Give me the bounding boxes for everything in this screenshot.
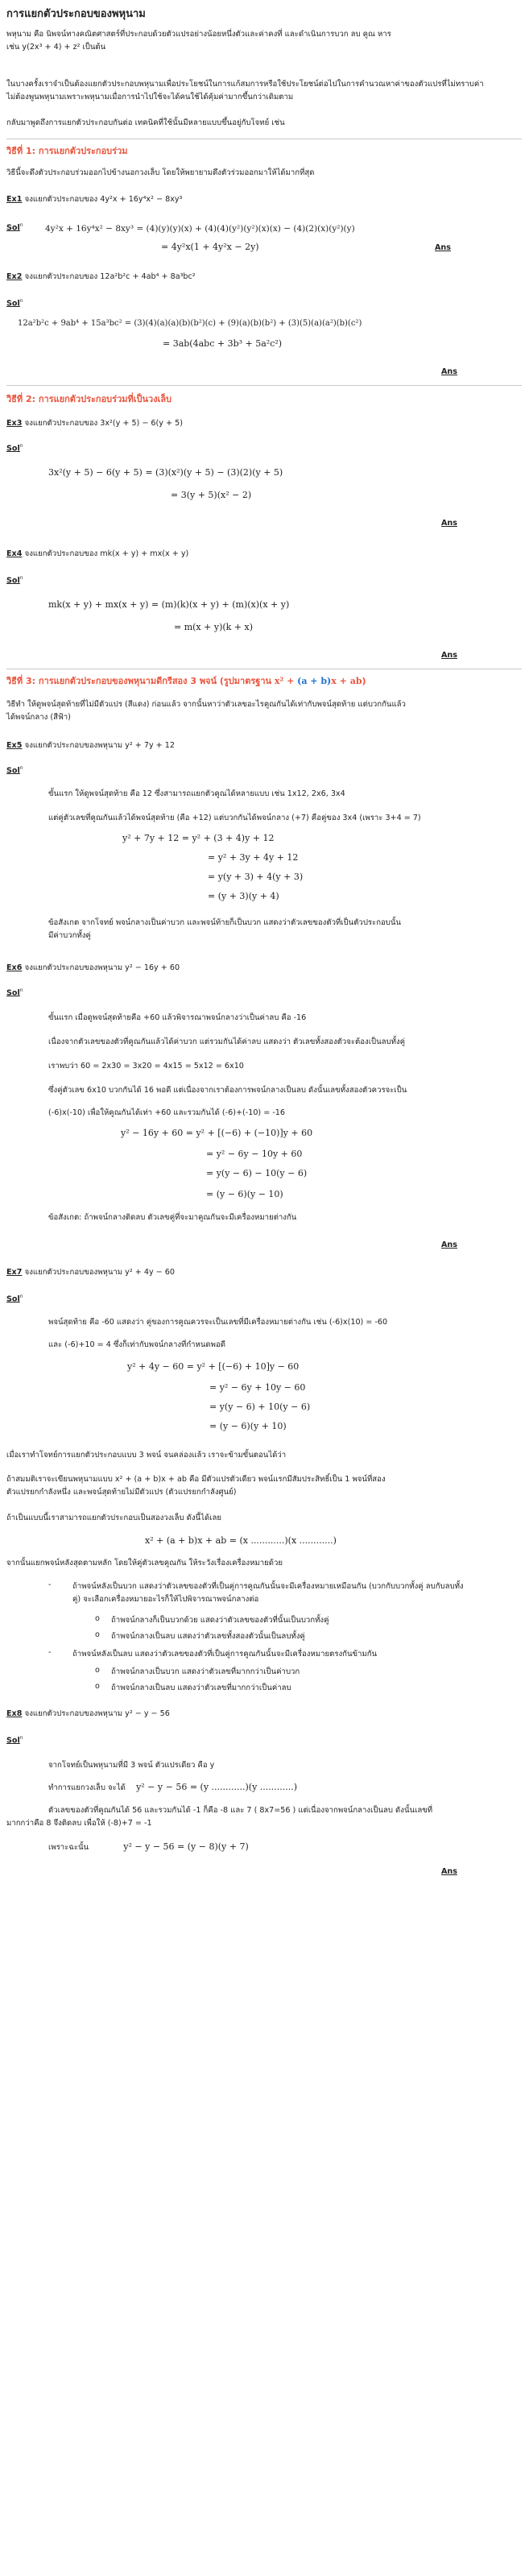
answer-label: Ans — [441, 367, 457, 376]
sub-bullet-marker: o — [95, 1682, 100, 1691]
method-3-formula-last: ab — [349, 676, 362, 686]
solution-superscript: n — [19, 575, 23, 581]
example-6-prompt: จงแยกตัวประกอบของพหุนาม y² − 16y + 60 — [24, 963, 180, 972]
example-7-line-4: = (y − 6)(y + 10) — [209, 1421, 287, 1431]
example-6-line-1: y² − 16y + 60 = y² + [(−6) + (−10)]y + 60 — [121, 1128, 313, 1138]
method-3-suffix: ) — [362, 676, 366, 686]
example-8-step-3: ตัวเลขของตัวที่คูณกันได้ 56 และรวมกันได้ -1 ก็คือ -8 และ 7 ( 8x7=56 ) แต่เนื่องจากพจน์กลางเป็นลบ ดังนั้นเลขที่ — [48, 1806, 433, 1815]
summary-formula: x² + (a + b)x + ab = (x ............)(x ............) — [145, 1535, 337, 1546]
example-2-prompt: จงแยกตัวประกอบของ 12a²b²c + 4ab⁴ + 8a³bc² — [24, 272, 196, 281]
summary-line-4: ถ้าเป็นแบบนี้เราสามารถแยกตัวประกอบเป็นสองวงเล็บ ดังนี้ได้เลย — [6, 1514, 221, 1522]
example-4-label: Ex4 — [6, 549, 23, 558]
divider — [6, 385, 522, 386]
answer-label: Ans — [441, 1240, 457, 1249]
solution-superscript: n — [19, 765, 23, 771]
bullet-1-sub-1: ถ้าพจน์กลางก็เป็นบวกด้วย แสดงว่าตัวเลขของตัวที่นั้นเป็นบวกทั้งคู่ — [111, 1616, 329, 1625]
example-2-label: Ex2 — [6, 272, 23, 281]
example-8-step-4: มากกว่าคือ 8 จึงติดลบ เพื่อให้ (-8)+7 = -1 — [6, 1819, 152, 1828]
example-5-line-4: = (y + 3)(y + 4) — [208, 891, 279, 901]
solution-superscript: n — [19, 988, 23, 993]
solution-label: Sol — [6, 766, 20, 776]
intro-line-5: กลับมาพูดถึงการแยกตัวประกอบกันต่อ เทคนิคที่ใช้นั้นมีหลายแบบขึ้นอยู่กับโจทย์ เช่น — [6, 118, 285, 127]
method-3-formula-middle: (a + b) — [297, 676, 332, 686]
example-8-label: Ex8 — [6, 1709, 23, 1718]
example-7-line-2: = y² − 6y + 10y − 60 — [209, 1382, 306, 1393]
answer-label: Ans — [441, 651, 457, 660]
solution-label: Sol — [6, 1294, 20, 1304]
method-2-heading: วิธีที่ 2: การแยกตัวประกอบร่วมที่เป็นวงเล็บ — [6, 394, 172, 404]
method-3-description-1: วิธีทำ ให้ดูพจน์สุดท้ายที่ไม่มีตัวแปร (สีแดง) ก่อนแล้ว จากนั้นหาว่าตัวเลขอะไรคูณกันได้เท่ากับพจน์สุดท้าย แต่บวกกันแล้ว — [6, 700, 406, 709]
solution-superscript: n — [19, 1294, 23, 1299]
example-7-prompt: จงแยกตัวประกอบของพหุนาม y² + 4y − 60 — [24, 1268, 175, 1277]
solution-superscript: n — [19, 443, 23, 449]
example-8-prompt: จงแยกตัวประกอบของพหุนาม y² − y − 56 — [24, 1709, 170, 1718]
summary-line-5: จากนั้นแยกพจน์หลังสุดตามหลัก โดยให้คู่ตัวเลขคูณกัน ให้ระวังเรื่องเครื่องหมายด้วย — [6, 1559, 283, 1568]
intro-line-4: ไม่ต้องพูนพหุนามเพราะพหุนามเมื่อการนำไปใช้จะได้คนใช้ได้คุ้มค่ามากขึ้นกว่าเดิมตาม — [6, 93, 294, 101]
intro-line-1: พหุนาม คือ นิพจน์ทางคณิตศาสตร์ที่ประกอบด้วยตัวแปรอย่างน้อยหนึ่งตัวและค่าคงที่ และดำเนินการบวก ลบ คูณ หาร — [6, 30, 391, 39]
method-3-formula-part-3: x + — [331, 676, 350, 686]
example-4-prompt: จงแยกตัวประกอบของ mk(x + y) + mx(x + y) — [24, 549, 189, 558]
example-8-step-1: จากโจทย์เป็นพหุนามที่มี 3 พจน์ ตัวแปรเดียว คือ y — [48, 1761, 215, 1770]
example-8-step-2-label: ทำการแยกวงเล็บ จะได้ — [48, 1783, 126, 1792]
bullet-marker: - — [48, 1648, 52, 1657]
example-3-line-1: 3x²(y + 5) − 6(y + 5) = (3)(x²)(y + 5) − (3)(2)(y + 5) — [48, 467, 283, 478]
example-6-line-2: = y² − 6y − 10y + 60 — [206, 1149, 303, 1159]
example-5-line-1: y² + 7y + 12 = y² + (3 + 4)y + 12 — [122, 833, 275, 843]
example-6-note: ข้อสังเกต: ถ้าพจน์กลางติดลบ ตัวเลขคู่ที่จะมาคูณกันจะมีเครื่องหมายต่างกัน — [48, 1213, 297, 1222]
bullet-1-line-1: ถ้าพจน์หลังเป็นบวก แสดงว่าตัวเลขของตัวที่เป็นคู่การคูณกันนั้นจะมีเครื่องหมายเหมือนกัน (บวกกับบวกทั้งคู่ ลบกับลบทั้ง — [72, 1582, 464, 1591]
example-5-note-1: ข้อสังเกต จากโจทย์ พจน์กลางเป็นค่าบวก และพจน์ท้ายก็เป็นบวก แสดงว่าตัวเลขของตัวที่เป็นตัวประกอบนั้น — [48, 918, 401, 927]
solution-label: Sol — [6, 1736, 20, 1746]
solution-label: Sol — [6, 223, 20, 233]
example-5-note-2: มีค่าบวกทั้งคู่ — [48, 931, 91, 940]
summary-line-1: เมื่อเราทำโจทย์การแยกตัวประกอบแบบ 3 พจน์ จนคล่องแล้ว เราจะข้ามขั้นตอนได้ว่า — [6, 1451, 287, 1460]
method-3-prefix: วิธีที่ 3: การแยกตัวประกอบของพหุนามดีกรีสอง 3 พจน์ (รูปมาตรฐาน — [6, 676, 275, 686]
answer-label: Ans — [441, 519, 457, 528]
method-1-description: วิธีนี้จะดึงตัวประกอบร่วมออกไปข้างนอกวงเล็บ โดยให้พยายามดึงตัวร่วมออกมาให้ได้มากที่สุด — [6, 168, 315, 177]
method-3-description-2: ได้พจน์กลาง (สีฟ้า) — [6, 713, 71, 722]
example-6-label: Ex6 — [6, 963, 23, 972]
method-3-heading — [6, 673, 366, 688]
solution-label: Sol — [6, 576, 20, 586]
example-1-label: Ex1 — [6, 195, 23, 204]
bullet-2-sub-2: ถ้าพจน์กลางเป็นลบ แสดงว่าตัวเลขที่มากกว่าเป็นค่าลบ — [111, 1684, 291, 1692]
example-7-step-1: พจน์สุดท้าย คือ -60 แสดงว่า คู่ของการคูณควรจะเป็นเลขที่มีเครื่องหมายต่างกัน เช่น (-6)x(10) = -60 — [48, 1318, 388, 1327]
answer-label: Ans — [435, 243, 451, 252]
bullet-2-sub-1: ถ้าพจน์กลางเป็นบวก แสดงว่าตัวเลขที่มากกว่าเป็นค่าบวก — [111, 1667, 300, 1676]
example-5-label: Ex5 — [6, 741, 23, 750]
example-5-step-2: แต่คู่ตัวเลขที่คูณกันแล้วได้พจน์สุดท้าย (คือ +12) แต่บวกกันได้พจน์กลาง (+7) คือคู่ของ 3x4 (เพราะ 3+4 = 7) — [48, 814, 421, 822]
example-4-line-2: = m(x + y)(k + x) — [174, 622, 254, 632]
solution-superscript: n — [19, 222, 23, 228]
bullet-marker: - — [48, 1580, 52, 1589]
bullet-2-line-1: ถ้าพจน์หลังเป็นลบ แสดงว่าตัวเลขของตัวที่เป็นคู่การคูณกันนั้นจะมีเครื่องหมายตรงกันข้ามกัน — [72, 1650, 378, 1659]
example-3-line-2: = 3(y + 5)(x² − 2) — [171, 490, 252, 500]
intro-line-2: เช่น y(2x³ + 4) + z² เป็นต้น — [6, 43, 106, 52]
example-7-line-1: y² + 4y − 60 = y² + [(−6) + 10]y − 60 — [127, 1361, 300, 1372]
example-6-line-4: = (y − 6)(y − 10) — [206, 1189, 283, 1199]
example-3-label: Ex3 — [6, 419, 23, 428]
page-title: การแยกตัวประกอบของพหุนาม — [6, 8, 146, 20]
example-1-prompt: จงแยกตัวประกอบของ 4y²x + 16y⁴x² − 8xy³ — [24, 195, 183, 204]
sub-bullet-marker: o — [95, 1666, 100, 1675]
example-8-step-5-label: เพราะฉะนั้น — [48, 1843, 89, 1852]
example-5-prompt: จงแยกตัวประกอบของพหุนาม y² + 7y + 12 — [24, 741, 175, 750]
example-6-step-2: เนื่องจากตัวเลขของตัวที่คูณกันแล้วได้ค่าบวก แต่รวมกันได้ค่าลบ แสดงว่า ตัวเลขทั้งสองตัวจะต้องเป็นลบทั้งคู่ — [48, 1037, 406, 1046]
example-5-line-2: = y² + 3y + 4y + 12 — [208, 852, 299, 863]
example-6-step-5: (-6)x(-10) เพื่อให้คูณกันได้เท่า +60 และรวมกันได้ (-6)+(-10) = -16 — [48, 1108, 285, 1117]
sub-bullet-marker: o — [95, 1630, 100, 1639]
example-6-step-3: เราพบว่า 60 = 2x30 = 3x20 = 4x15 = 5x12 = 6x10 — [48, 1062, 244, 1071]
intro-line-3: ในบางครั้งเราจำเป็นต้องแยกตัวประกอบพหุนามเพื่อประโยชน์ในการแก้สมการหรือใช้ประโยชน์ต่อไปในการคำนวณหาค่าของตัวแปรที่ไม่ทราบค่า — [6, 80, 484, 89]
summary-line-3: ตัวแปรยกกำลังหนึ่ง และพจน์สุดท้ายไม่มีตัวแปร (ตัวแปรยกกำลังศูนย์) — [6, 1488, 237, 1497]
solution-label: Sol — [6, 444, 20, 453]
example-5-line-3: = y(y + 3) + 4(y + 3) — [208, 872, 304, 882]
example-7-step-2: และ (-6)+10 = 4 ซึ่งก็เท่ากับพจน์กลางที่กำหนดพอดี — [48, 1340, 225, 1349]
solution-superscript: n — [19, 1735, 23, 1741]
answer-label: Ans — [441, 1867, 457, 1876]
example-6-step-1: ขั้นแรก เมื่อดูพจน์สุดท้ายคือ +60 แล้วพิจารณาพจน์กลางว่าเป็นค่าลบ คือ -16 — [48, 1013, 307, 1022]
example-7-label: Ex7 — [6, 1268, 23, 1277]
example-3-prompt: จงแยกตัวประกอบของ 3x²(y + 5) − 6(y + 5) — [24, 419, 183, 428]
example-4-line-1: mk(x + y) + mx(x + y) = (m)(k)(x + y) + (m)(x)(x + y) — [48, 599, 290, 610]
method-3-formula-part-1: x² + — [274, 676, 298, 686]
example-2-line-2: = 3ab(4abc + 3b³ + 5a²c²) — [163, 338, 283, 349]
example-5-step-1: ขั้นแรก ให้ดูพจน์สุดท้าย คือ 12 ซึ่งสามารถแยกตัวคูณได้หลายแบบ เช่น 1x12, 2x6, 3x4 — [48, 789, 345, 798]
example-1-line-2: = 4y²x(1 + 4y²x − 2y) — [161, 242, 259, 252]
solution-label: Sol — [6, 988, 20, 998]
bullet-1-line-2: คู่) จะเลือกเครื่องหมายอะไรก็ให้ไปพิจารณาพจน์กลางต่อ — [72, 1595, 259, 1604]
example-6-step-4: ซึ่งคู่ตัวเลข 6x10 บวกกันได้ 16 พอดี แต่เนื่องจากเราต้องการพจน์กลางเป็นลบ ดังนั้นเลขทั้งสองตัวควรจะเป็น — [48, 1086, 407, 1095]
example-7-line-3: = y(y − 6) + 10(y − 6) — [209, 1402, 311, 1412]
example-6-line-3: = y(y − 6) − 10(y − 6) — [206, 1168, 308, 1178]
example-2-line-1: 12a²b²c + 9ab⁴ + 15a³bc² = (3)(4)(a)(a)(b)(b²)(c) + (9)(a)(b)(b²) + (3)(5)(a)(a²)(b)(c²) — [18, 319, 362, 328]
summary-line-2: ถ้าสมมติเราจะเขียนพหุนามแบบ x² + (a + b)x + ab คือ มีตัวแปรตัวเดียว พจน์แรกมีสัมประสิทธิ์เป็น 1 พจน์ที่สอง — [6, 1475, 386, 1484]
sub-bullet-marker: o — [95, 1614, 100, 1623]
solution-superscript: n — [19, 298, 23, 304]
bullet-1-sub-2: ถ้าพจน์กลางเป็นลบ แสดงว่าตัวเลขทั้งสองตัวนั้นเป็นลบทั้งคู่ — [111, 1632, 305, 1641]
example-1-line-1: 4y²x + 16y⁴x² − 8xy³ = (4)(y)(y)(x) + (4)(4)(y²)(y²)(x)(x) − (4)(2)(x)(y²)(y) — [45, 224, 355, 234]
solution-label: Sol — [6, 299, 20, 309]
example-8-step-5-math: y² − y − 56 = (y − 8)(y + 7) — [123, 1841, 249, 1852]
method-1-heading: วิธีที่ 1: การแยกตัวประกอบร่วม — [6, 146, 128, 156]
example-8-step-2-math: y² − y − 56 = (y ............)(y ............) — [136, 1782, 298, 1792]
